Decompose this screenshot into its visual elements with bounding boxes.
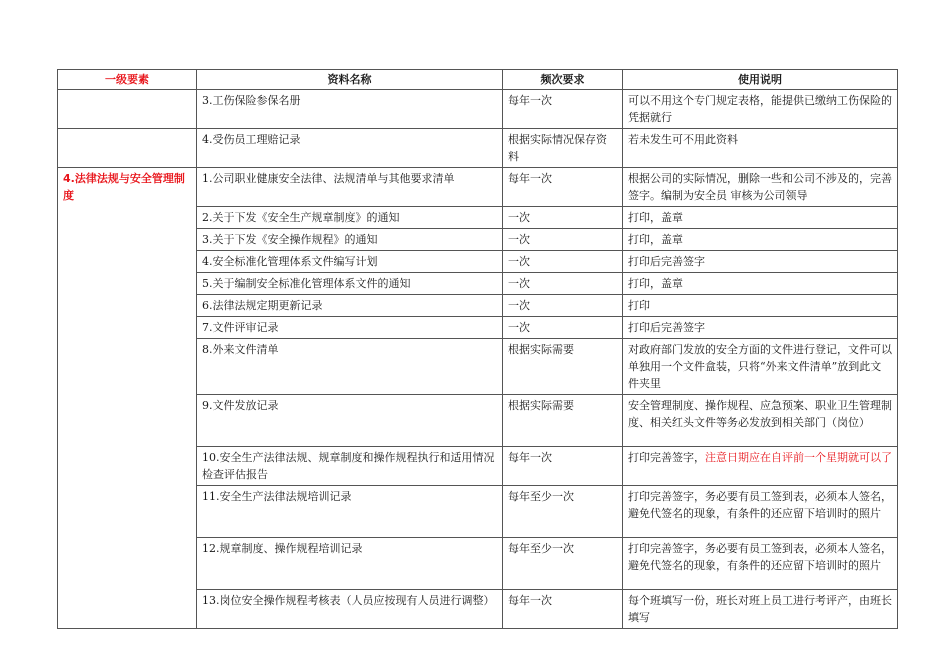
row-note: 对政府部门发放的安全方面的文件进行登记，文件可以单独用一个文件盒装，只将“外来文件清单”放到此文件夹里 bbox=[623, 339, 898, 395]
row-name: 12.规章制度、操作规程培训记录 bbox=[197, 538, 503, 590]
row-name: 2.关于下发《安全生产规章制度》的通知 bbox=[197, 207, 503, 229]
row-name: 9.文件发放记录 bbox=[197, 395, 503, 447]
row-frequency: 每年一次 bbox=[503, 590, 623, 629]
row-name: 10.安全生产法律法规、规章制度和操作规程执行和适用情况检查评估报告 bbox=[197, 447, 503, 486]
row-frequency: 一次 bbox=[503, 273, 623, 295]
row-note: 若未发生可不用此资料 bbox=[623, 129, 898, 168]
row-frequency: 每年至少一次 bbox=[503, 538, 623, 590]
header-document-name: 资料名称 bbox=[197, 70, 503, 90]
category-cell-empty bbox=[58, 90, 197, 129]
row-note: 可以不用这个专门规定表格，能提供已缴纳工伤保险的凭据就行 bbox=[623, 90, 898, 129]
row-frequency: 一次 bbox=[503, 317, 623, 339]
row-note: 打印后完善签字 bbox=[623, 251, 898, 273]
row-note-text: 打印完善签字， bbox=[628, 451, 705, 464]
row-frequency: 每年至少一次 bbox=[503, 486, 623, 538]
category-cell-empty bbox=[58, 129, 197, 168]
row-note-warning: 注意日期应在自评前一个星期就可以了 bbox=[705, 451, 892, 464]
row-frequency: 根据实际情况保存资料 bbox=[503, 129, 623, 168]
row-frequency: 一次 bbox=[503, 295, 623, 317]
table-header-row bbox=[58, 70, 898, 90]
row-frequency: 根据实际需要 bbox=[503, 339, 623, 395]
row-name: 11.安全生产法律法规培训记录 bbox=[197, 486, 503, 538]
row-note: 打印，盖章 bbox=[623, 229, 898, 251]
row-frequency: 每年一次 bbox=[503, 447, 623, 486]
row-note: 根据公司的实际情况，删除一些和公司不涉及的，完善签字。编制为安全员 审核为公司领导 bbox=[623, 168, 898, 207]
row-note: 打印，盖章 bbox=[623, 273, 898, 295]
row-frequency: 一次 bbox=[503, 251, 623, 273]
row-name: 1.公司职业健康安全法律、法规清单与其他要求清单 bbox=[197, 168, 503, 207]
row-frequency: 一次 bbox=[503, 229, 623, 251]
table-row bbox=[58, 90, 898, 129]
header-usage-note: 使用说明 bbox=[623, 70, 898, 90]
row-name: 3.工伤保险参保名册 bbox=[197, 90, 503, 129]
row-name: 6.法律法规定期更新记录 bbox=[197, 295, 503, 317]
table-row bbox=[58, 168, 898, 207]
row-name: 5.关于编制安全标准化管理体系文件的通知 bbox=[197, 273, 503, 295]
row-note bbox=[623, 447, 898, 486]
row-name: 13.岗位安全操作规程考核表（人员应按现有人员进行调整） bbox=[197, 590, 503, 629]
row-note: 打印 bbox=[623, 295, 898, 317]
row-frequency: 每年一次 bbox=[503, 90, 623, 129]
row-note: 每个班填写一份，班长对班上员工进行考评产，由班长填写 bbox=[623, 590, 898, 629]
requirements-table bbox=[57, 69, 898, 629]
row-name: 3.关于下发《安全操作规程》的通知 bbox=[197, 229, 503, 251]
row-frequency: 一次 bbox=[503, 207, 623, 229]
table-row bbox=[58, 129, 898, 168]
row-name: 7.文件评审记录 bbox=[197, 317, 503, 339]
row-frequency: 每年一次 bbox=[503, 168, 623, 207]
row-note: 打印后完善签字 bbox=[623, 317, 898, 339]
row-note: 打印，盖章 bbox=[623, 207, 898, 229]
header-primary-element: 一级要素 bbox=[58, 70, 197, 90]
row-name: 8.外来文件清单 bbox=[197, 339, 503, 395]
row-frequency: 根据实际需要 bbox=[503, 395, 623, 447]
category-cell: 4.法律法规与安全管理制度 bbox=[58, 168, 197, 629]
row-name: 4.受伤员工理赔记录 bbox=[197, 129, 503, 168]
row-note: 打印完善签字，务必要有员工签到表，必须本人签名，避免代签名的现象，有条件的还应留下培训时的照片 bbox=[623, 486, 898, 538]
row-note: 安全管理制度、操作规程、应急预案、职业卫生管理制度、相关红头文件等务必发放到相关部门（岗位） bbox=[623, 395, 898, 447]
row-name: 4.安全标准化管理体系文件编写计划 bbox=[197, 251, 503, 273]
header-frequency: 频次要求 bbox=[503, 70, 623, 90]
row-note: 打印完善签字，务必要有员工签到表，必须本人签名，避免代签名的现象，有条件的还应留下培训时的照片 bbox=[623, 538, 898, 590]
